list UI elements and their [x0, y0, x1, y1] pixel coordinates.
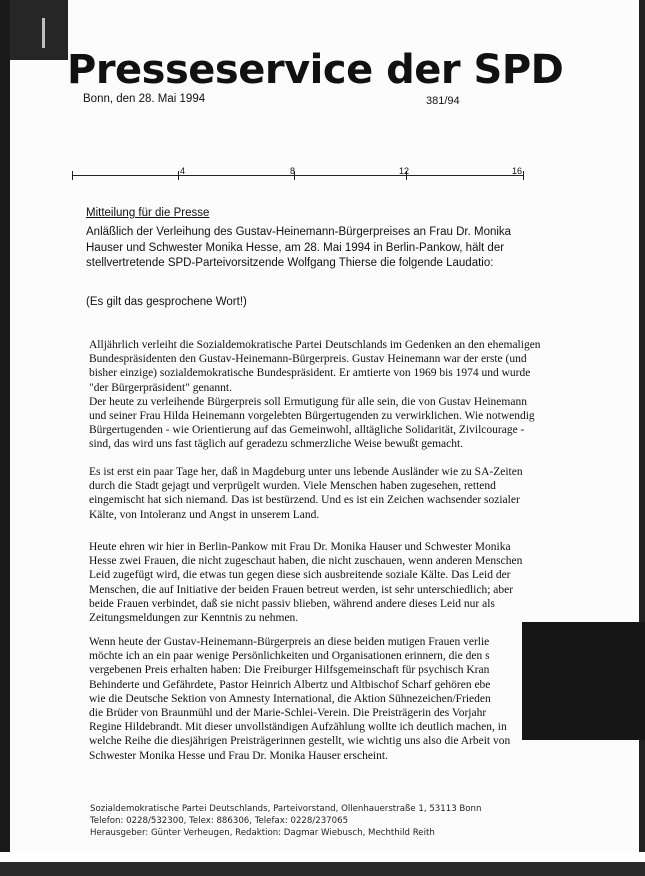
scan-edge-right: [639, 0, 645, 876]
typewriter-ruler: [72, 166, 524, 188]
intro-text: Anläßlich der Verleihung des Gustav-Heinemann-Bürgerpreises an Frau Dr. Monika Hauser und Schwester Monika Hesse, am 28. Mai 1994 in Berlin-Pankow, hält der stellvertretende SPD-Parteivorsitzende Wolfgang Thierse die folgende Laudatio:: [86, 226, 512, 269]
ruler-mark: 8: [290, 166, 296, 176]
ruler-mark: 4: [180, 166, 186, 176]
body-paragraph: Heute ehren wir hier in Berlin-Pankow mit Frau Dr. Monika Hauser und Schwester Monika Hesse zwei Frauen, die nicht zugeschaut haben, die nicht zuschauen, wenn anderen Menschen Leid zugefügt wird, die etwas tun gegen diese sich ausbreitende soziale Kälte. Das Leid der Menschen, die auf Initiative der beiden Frauen betreut werden, ist sehr unterschiedlich; aber beide Frauen verbindet, daß sie nicht passiv blieben, während andere dieses Leid nur als Zeitungsmeldungen zur Kenntnis zu nehmen.: [89, 541, 523, 625]
scan-blot: [522, 622, 645, 740]
release-number: 381/94: [426, 95, 460, 107]
body-paragraph: Wenn heute der Gustav-Heinemann-Bürgerpreis an diese beiden mutigen Frauen verlie möchte ich an ein paar wenige Persönlichkeiten und Organisationen erinnern, die den s vergebenen Preis erhalten haben: Die Freiburger Hilfsgemeinschaft für psychisch Kran Behinderte und Gefährdete, Pastor Heinrich Albertz und Altbischof Scharf gehören ebe wie die Deutsche Sektion von Amnesty International, die Aktion Sühnezeichen/Frieden die Brüder von Braunmühl und der Marie-Schlei-Verein. Die Preisträgerin des Vorjahr Regine Hildebrandt. Mit dieser unvollständigen Aufzählung wollte ich deutlich machen, in welche Reihe die diesjährigen Preisträgerinnen gestellt, wie wichtig uns also die Arbeit von Schwester Monika Hesse und Frau Dr. Monika Hauser erscheint.: [89, 636, 511, 762]
body-paragraph: Es ist erst ein paar Tage her, daß in Magdeburg unter uns lebende Ausländer wie zu SA-Zeiten durch die Stadt gejagt und verprügelt wurden. Viele Menschen haben zugesehen, rettend eingemischt hat sich niemand. Das ist bestürzend. Und es ist ein Zeichen wachsender sozialer Kälte, von Intoleranz und Angst in unserem Land.: [89, 466, 523, 521]
ruler-mark: 16: [512, 166, 523, 176]
footer-address: Sozialdemokratische Partei Deutschlands, Parteivorstand, Ollenhauerstraße 1, 53113 Bonn Telefon: 0228/532300, Telex: 886306, Telefax: 0228/237065 Herausgeber: Günter Verheugen, Redaktion: Dagmar Wiebusch, Mechthild Reith: [90, 804, 482, 838]
scan-corner-shadow: [10, 0, 68, 60]
scan-edge-bottom: [0, 852, 645, 876]
body-paragraph: Alljährlich verleiht die Sozialdemokratische Partei Deutschlands im Gedenken an den ehemaligen Bundespräsidenten den Gustav-Heinemann-Bürgerpreis. Gustav Heinemann war der erste (und bisher einzige) sozialdemokratische Bundespräsident. Er amtierte von 1969 bis 1974 und wurde "der Bürgerpräsident" genannt. Der heute zu verleihende Bürgerpreis soll Ermutigung für alle sein, die von Gustav Heinemann und seiner Frau Hilda Heinemann vorgelebten Bürgertugenden zu verwirklichen. Wie notwendig Bürgertugenden - wie Orientierung auf das Gemeinwohl, alltägliche Solidarität, Zivilcourage - sind, das wird uns fast täglich auf geradezu schmerzliche Weise bewußt gemacht.: [89, 339, 541, 451]
ruler-mark: 12: [399, 166, 410, 176]
dateline: Bonn, den 28. Mai 1994: [83, 93, 206, 105]
scan-edge-left: [0, 0, 10, 876]
section-heading: Mitteilung für die Presse: [86, 207, 210, 219]
letterhead-title: Presseservice der SPD: [67, 47, 564, 93]
spoken-word-note: (Es gilt das gesprochene Wort!): [86, 296, 247, 308]
